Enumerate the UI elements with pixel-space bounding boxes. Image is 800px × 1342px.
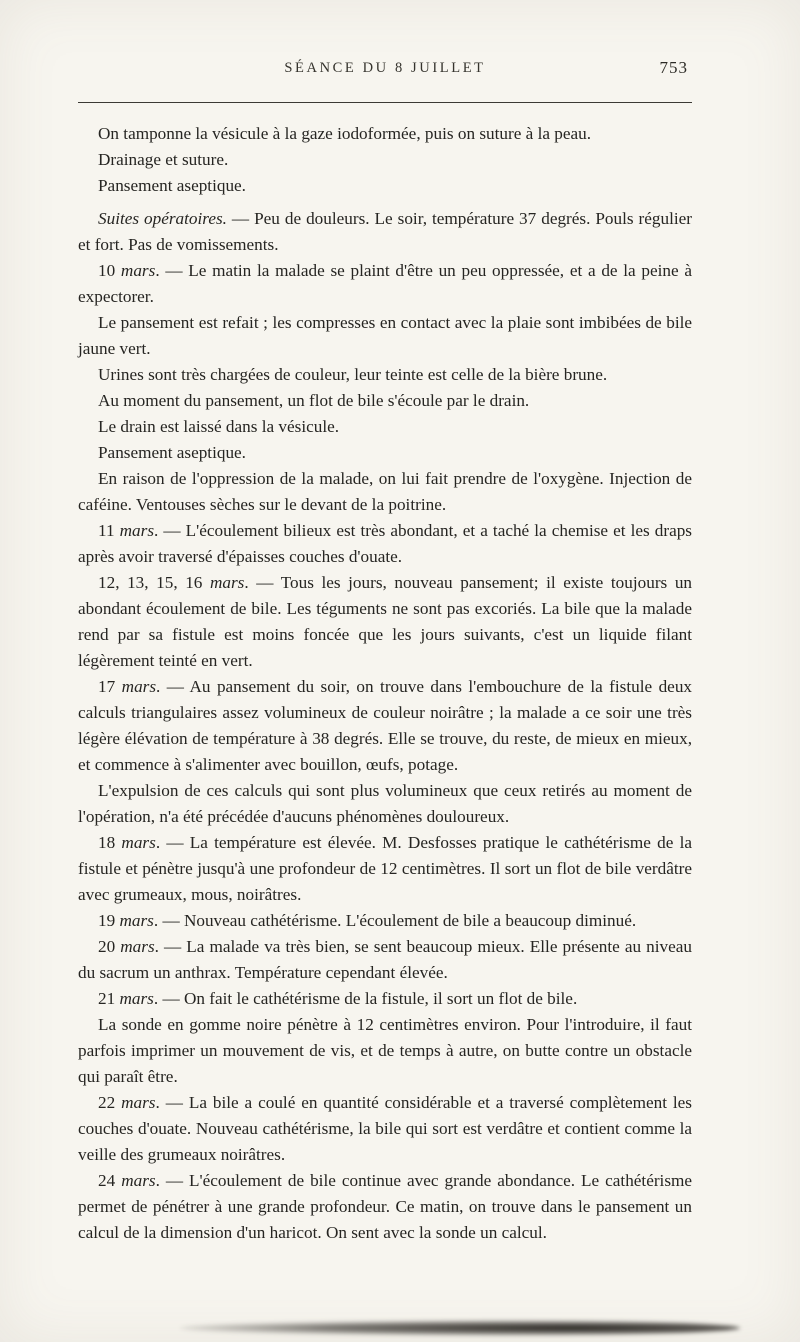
paragraph bbox=[78, 518, 692, 570]
paragraph-italic: mars bbox=[119, 989, 154, 1008]
paragraph-text: . — L'écoulement de bile continue avec grande abondance. Le cathétérisme permet de pénétrer à une grande profondeur. Ce matin, on trouve dans le pansement un calcul de la dimension d'un haricot. On sent avec la sonde un calcul. bbox=[78, 1171, 693, 1242]
paragraph-italic: mars bbox=[121, 677, 157, 696]
paragraph-italic: mars bbox=[119, 911, 154, 930]
paragraph-italic: mars bbox=[121, 1093, 156, 1112]
paragraph-date: 24 bbox=[98, 1171, 122, 1190]
paragraph-italic: mars bbox=[121, 1171, 156, 1190]
paragraph-text: En raison de l'oppression de la malade, on lui fait prendre de l'oxygène. Injection de caféine. Ventouses sèches sur le devant de la poitrine. bbox=[78, 469, 692, 514]
paragraph-text: La sonde en gomme noire pénètre à 12 centimètres environ. Pour l'introduire, il faut parfois imprimer un mouvement de vis, et de temps à autre, on butte contre un obstacle qui paraît être. bbox=[78, 1015, 692, 1086]
paragraph bbox=[78, 258, 692, 310]
paragraph-text: Urines sont très chargées de couleur, leur teinte est celle de la bière brune. bbox=[98, 365, 608, 384]
paragraph bbox=[78, 440, 692, 466]
paragraph-date: 22 bbox=[98, 1093, 122, 1112]
paragraph bbox=[78, 1012, 692, 1090]
paragraph-text: Pansement aseptique. bbox=[98, 176, 246, 195]
paragraph bbox=[78, 121, 692, 147]
paragraph-text: . — L'écoulement bilieux est très abondant, et a taché la chemise et les draps après avoir traversé d'épaisses couches d'ouate. bbox=[78, 521, 692, 566]
page-header bbox=[78, 0, 692, 90]
page-title: SÉANCE DU 8 JUILLET bbox=[284, 60, 486, 76]
paragraph bbox=[78, 934, 692, 986]
paragraph-text: Le pansement est refait ; les compresses en contact avec la plaie sont imbibées de bile jaune vert. bbox=[78, 313, 692, 358]
paragraph bbox=[78, 310, 692, 362]
paragraph bbox=[78, 986, 692, 1012]
paragraph-text: . — Nouveau cathétérisme. L'écoulement de bile a beaucoup diminué. bbox=[153, 911, 637, 930]
paragraph bbox=[78, 466, 692, 518]
body-text bbox=[78, 103, 692, 1246]
paragraph-text: L'expulsion de ces calculs qui sont plus volumineux que ceux retirés au moment de l'opération, n'a été précédée d'aucuns phénomènes douloureux. bbox=[78, 781, 692, 826]
paragraph bbox=[78, 778, 692, 830]
paragraph-date: 19 bbox=[98, 911, 120, 930]
paragraph-text: . — Tous les jours, nouveau pansement; il existe toujours un abondant écoulement de bile. Les téguments ne sont pas excoriés. La bile que la malade rend par sa fistule est moins foncée que les jours suivants, c'est un liquide filant légèrement teinté en vert. bbox=[78, 573, 693, 670]
paragraph bbox=[78, 173, 692, 199]
paragraph-text: . — On fait le cathétérisme de la fistule, il sort un flot de bile. bbox=[153, 989, 578, 1008]
paragraph bbox=[78, 388, 692, 414]
paragraph-date: 17 bbox=[98, 677, 122, 696]
paragraph-text: . — La malade va très bien, se sent beaucoup mieux. Elle présente au niveau du sacrum un anthrax. Température cependant élevée. bbox=[78, 937, 692, 982]
paragraph-text: Au moment du pansement, un flot de bile s'écoule par le drain. bbox=[98, 391, 530, 410]
paragraph-text: . — La bile a coulé en quantité considérable et a traversé complètement les couches d'ouate. Nouveau cathétérisme, la bile qui sort est verdâtre et contient comme la veille des grumeaux noirâtres. bbox=[78, 1093, 692, 1164]
paragraph-italic: mars bbox=[120, 261, 156, 280]
paragraph-text: On tamponne la vésicule à la gaze iodoformée, puis on suture à la peau. bbox=[98, 124, 592, 143]
paragraph-italic: mars bbox=[121, 833, 156, 852]
paragraph bbox=[78, 147, 692, 173]
paragraph bbox=[78, 414, 692, 440]
paragraph-italic: mars bbox=[209, 573, 245, 592]
paragraph-italic: Suites opératoires. bbox=[98, 209, 227, 228]
paragraph-italic: mars bbox=[120, 937, 155, 956]
paragraph-date: 11 bbox=[98, 521, 120, 540]
paragraph-text: . — Le matin la malade se plaint d'être un peu oppressée, et a de la peine à expectorer. bbox=[78, 261, 693, 306]
paragraph-text: Drainage et suture. bbox=[98, 150, 229, 169]
text-column bbox=[78, 0, 692, 1246]
paragraph-text: Pansement aseptique. bbox=[98, 443, 246, 462]
paragraph bbox=[78, 1168, 692, 1246]
paragraph-date: 21 bbox=[98, 989, 120, 1008]
paragraph-date: 20 bbox=[98, 937, 121, 956]
paragraph-text: Le drain est laissé dans la vésicule. bbox=[98, 417, 340, 436]
paragraph bbox=[78, 206, 692, 258]
paragraph-text: . — Au pansement du soir, on trouve dans l'embouchure de la fistule deux calculs triangulaires assez volumineux de couleur noirâtre ; la malade a ce soir une très légère élévation de température à 38 degrés. Elle se trouve, du reste, de mieux en mieux, et commence à s'alimenter avec bouillon, œufs, potage. bbox=[78, 677, 693, 774]
paragraph bbox=[78, 1090, 692, 1168]
scan-edge-artifact bbox=[180, 1320, 740, 1336]
paragraph bbox=[78, 830, 692, 908]
paragraph bbox=[78, 570, 692, 674]
paragraph-date: 10 bbox=[98, 261, 121, 280]
paragraph-text: . — La température est élevée. M. Desfosses pratique le cathétérisme de la fistule et pénètre jusqu'à une profondeur de 12 centimètres. Il sort un flot de bile verdâtre avec grumeaux, mous, noirâtres. bbox=[78, 833, 692, 904]
paragraph bbox=[78, 674, 692, 778]
paragraph bbox=[78, 362, 692, 388]
paragraph-text: — Peu de douleurs. Le soir, température 37 degrés. Pouls régulier et fort. Pas de vomissements. bbox=[78, 209, 692, 254]
paragraph-date: 12, 13, 15, 16 bbox=[98, 573, 210, 592]
paragraph-date: 18 bbox=[98, 833, 122, 852]
paragraph bbox=[78, 908, 692, 934]
page-number: 753 bbox=[659, 58, 688, 77]
paragraph-italic: mars bbox=[119, 521, 155, 540]
